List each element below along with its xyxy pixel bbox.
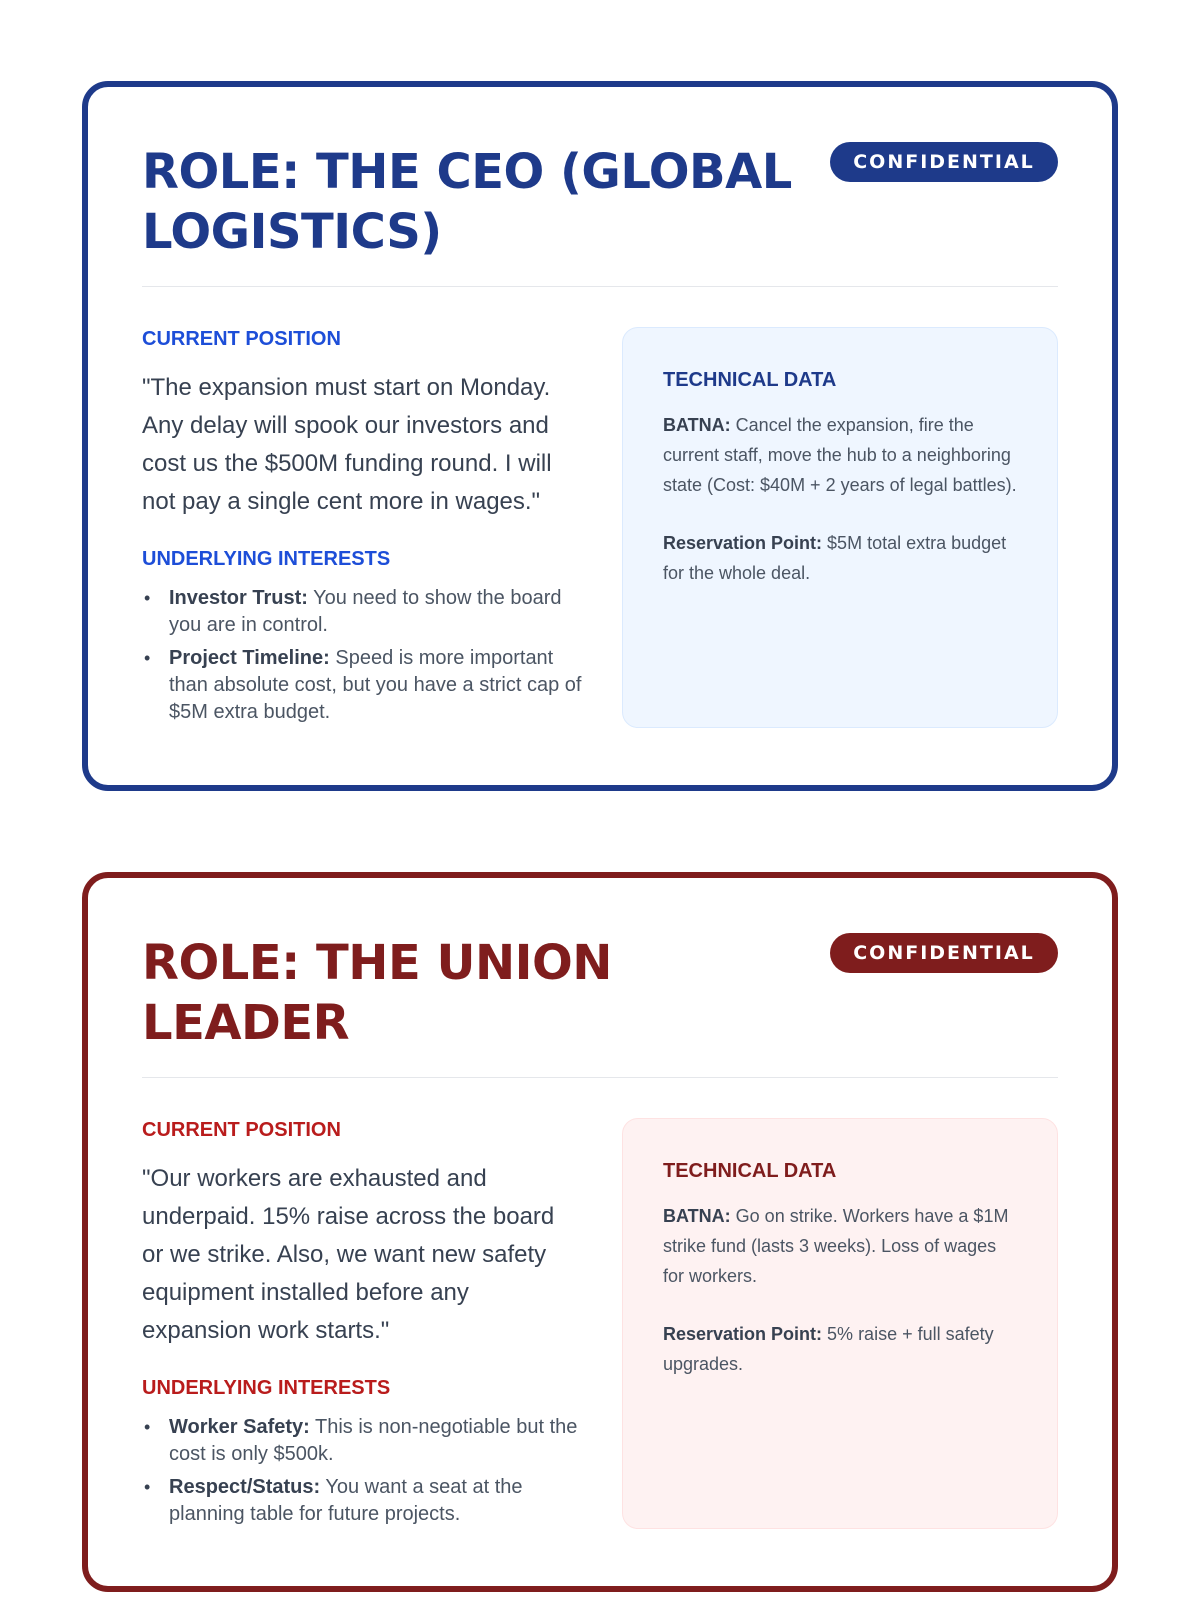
confidential-badge: CONFIDENTIAL xyxy=(830,933,1058,973)
reservation-paragraph xyxy=(663,528,1017,588)
technical-data-box xyxy=(622,327,1058,728)
position-quote: "The expansion must start on Monday. Any delay will spook our investors and cost us the $500M funding round. I will not pay a single cent more in wages." xyxy=(142,374,552,515)
card-body xyxy=(142,1118,1058,1528)
interest-text: You need to show the board you are in control. xyxy=(169,587,562,636)
bullet-icon: • xyxy=(144,588,151,608)
reservation-paragraph xyxy=(663,1319,1017,1379)
confidential-badge: CONFIDENTIAL xyxy=(830,142,1058,182)
interest-label: Investor Trust: xyxy=(169,587,308,609)
interest-label: Respect/Status: xyxy=(169,1476,321,1498)
bullet-icon: • xyxy=(144,1477,151,1497)
batna-paragraph xyxy=(663,410,1017,500)
technical-data-box xyxy=(622,1118,1058,1529)
list-item xyxy=(142,645,582,726)
list-item xyxy=(142,1414,582,1468)
batna-paragraph xyxy=(663,1201,1017,1291)
position-quote: "Our workers are exhausted and underpaid. 15% raise across the board or we strike. Also, we want new safety equipment installed before any expansion work starts." xyxy=(142,1165,555,1344)
batna-text: Cancel the expansion, fire the current staff, move the hub to a neighboring state (Cost: $40M + 2 years of legal battles). xyxy=(663,415,1017,495)
position-column xyxy=(142,1118,582,1528)
card-body xyxy=(142,327,1058,726)
current-position-label: CURRENT POSITION xyxy=(142,1119,341,1141)
divider xyxy=(142,1077,1058,1078)
list-item xyxy=(142,1474,582,1528)
position-column xyxy=(142,327,582,726)
technical-data-title: TECHNICAL DATA xyxy=(663,369,837,391)
interest-label: Project Timeline: xyxy=(169,647,330,669)
batna-label: BATNA: xyxy=(663,1206,731,1226)
card-header xyxy=(142,933,1058,1073)
batna-label: BATNA: xyxy=(663,415,731,435)
card-header xyxy=(142,142,1058,282)
reservation-text: 5% raise + full safety upgrades. xyxy=(663,1324,994,1374)
role-card-union xyxy=(82,872,1118,1592)
role-title: ROLE: THE UNION LEADER xyxy=(142,935,612,1051)
interests-list xyxy=(142,1414,582,1528)
interests-list xyxy=(142,585,582,726)
technical-data-title: TECHNICAL DATA xyxy=(663,1160,837,1182)
underlying-interests-label: UNDERLYING INTERESTS xyxy=(142,548,391,570)
list-item xyxy=(142,585,582,639)
batna-text: Go on strike. Workers have a $1M strike fund (lasts 3 weeks). Loss of wages for workers. xyxy=(663,1206,1009,1286)
reservation-text: $5M total extra budget for the whole deal. xyxy=(663,533,1007,583)
interest-text: You want a seat at the planning table for future projects. xyxy=(169,1476,523,1525)
role-card-ceo xyxy=(82,81,1118,791)
interest-text: Speed is more important than absolute cost, but you have a strict cap of $5M extra budget. xyxy=(169,647,582,723)
interest-label: Worker Safety: xyxy=(169,1416,310,1438)
bullet-icon: • xyxy=(144,1417,151,1437)
underlying-interests-label: UNDERLYING INTERESTS xyxy=(142,1377,391,1399)
role-title: ROLE: THE CEO (GLOBAL LOGISTICS) xyxy=(142,144,792,260)
current-position-label: CURRENT POSITION xyxy=(142,328,341,350)
interest-text: This is non-negotiable but the cost is only $500k. xyxy=(169,1416,578,1465)
bullet-icon: • xyxy=(144,648,151,668)
reservation-label: Reservation Point: xyxy=(663,1324,823,1344)
reservation-label: Reservation Point: xyxy=(663,533,823,553)
divider xyxy=(142,286,1058,287)
